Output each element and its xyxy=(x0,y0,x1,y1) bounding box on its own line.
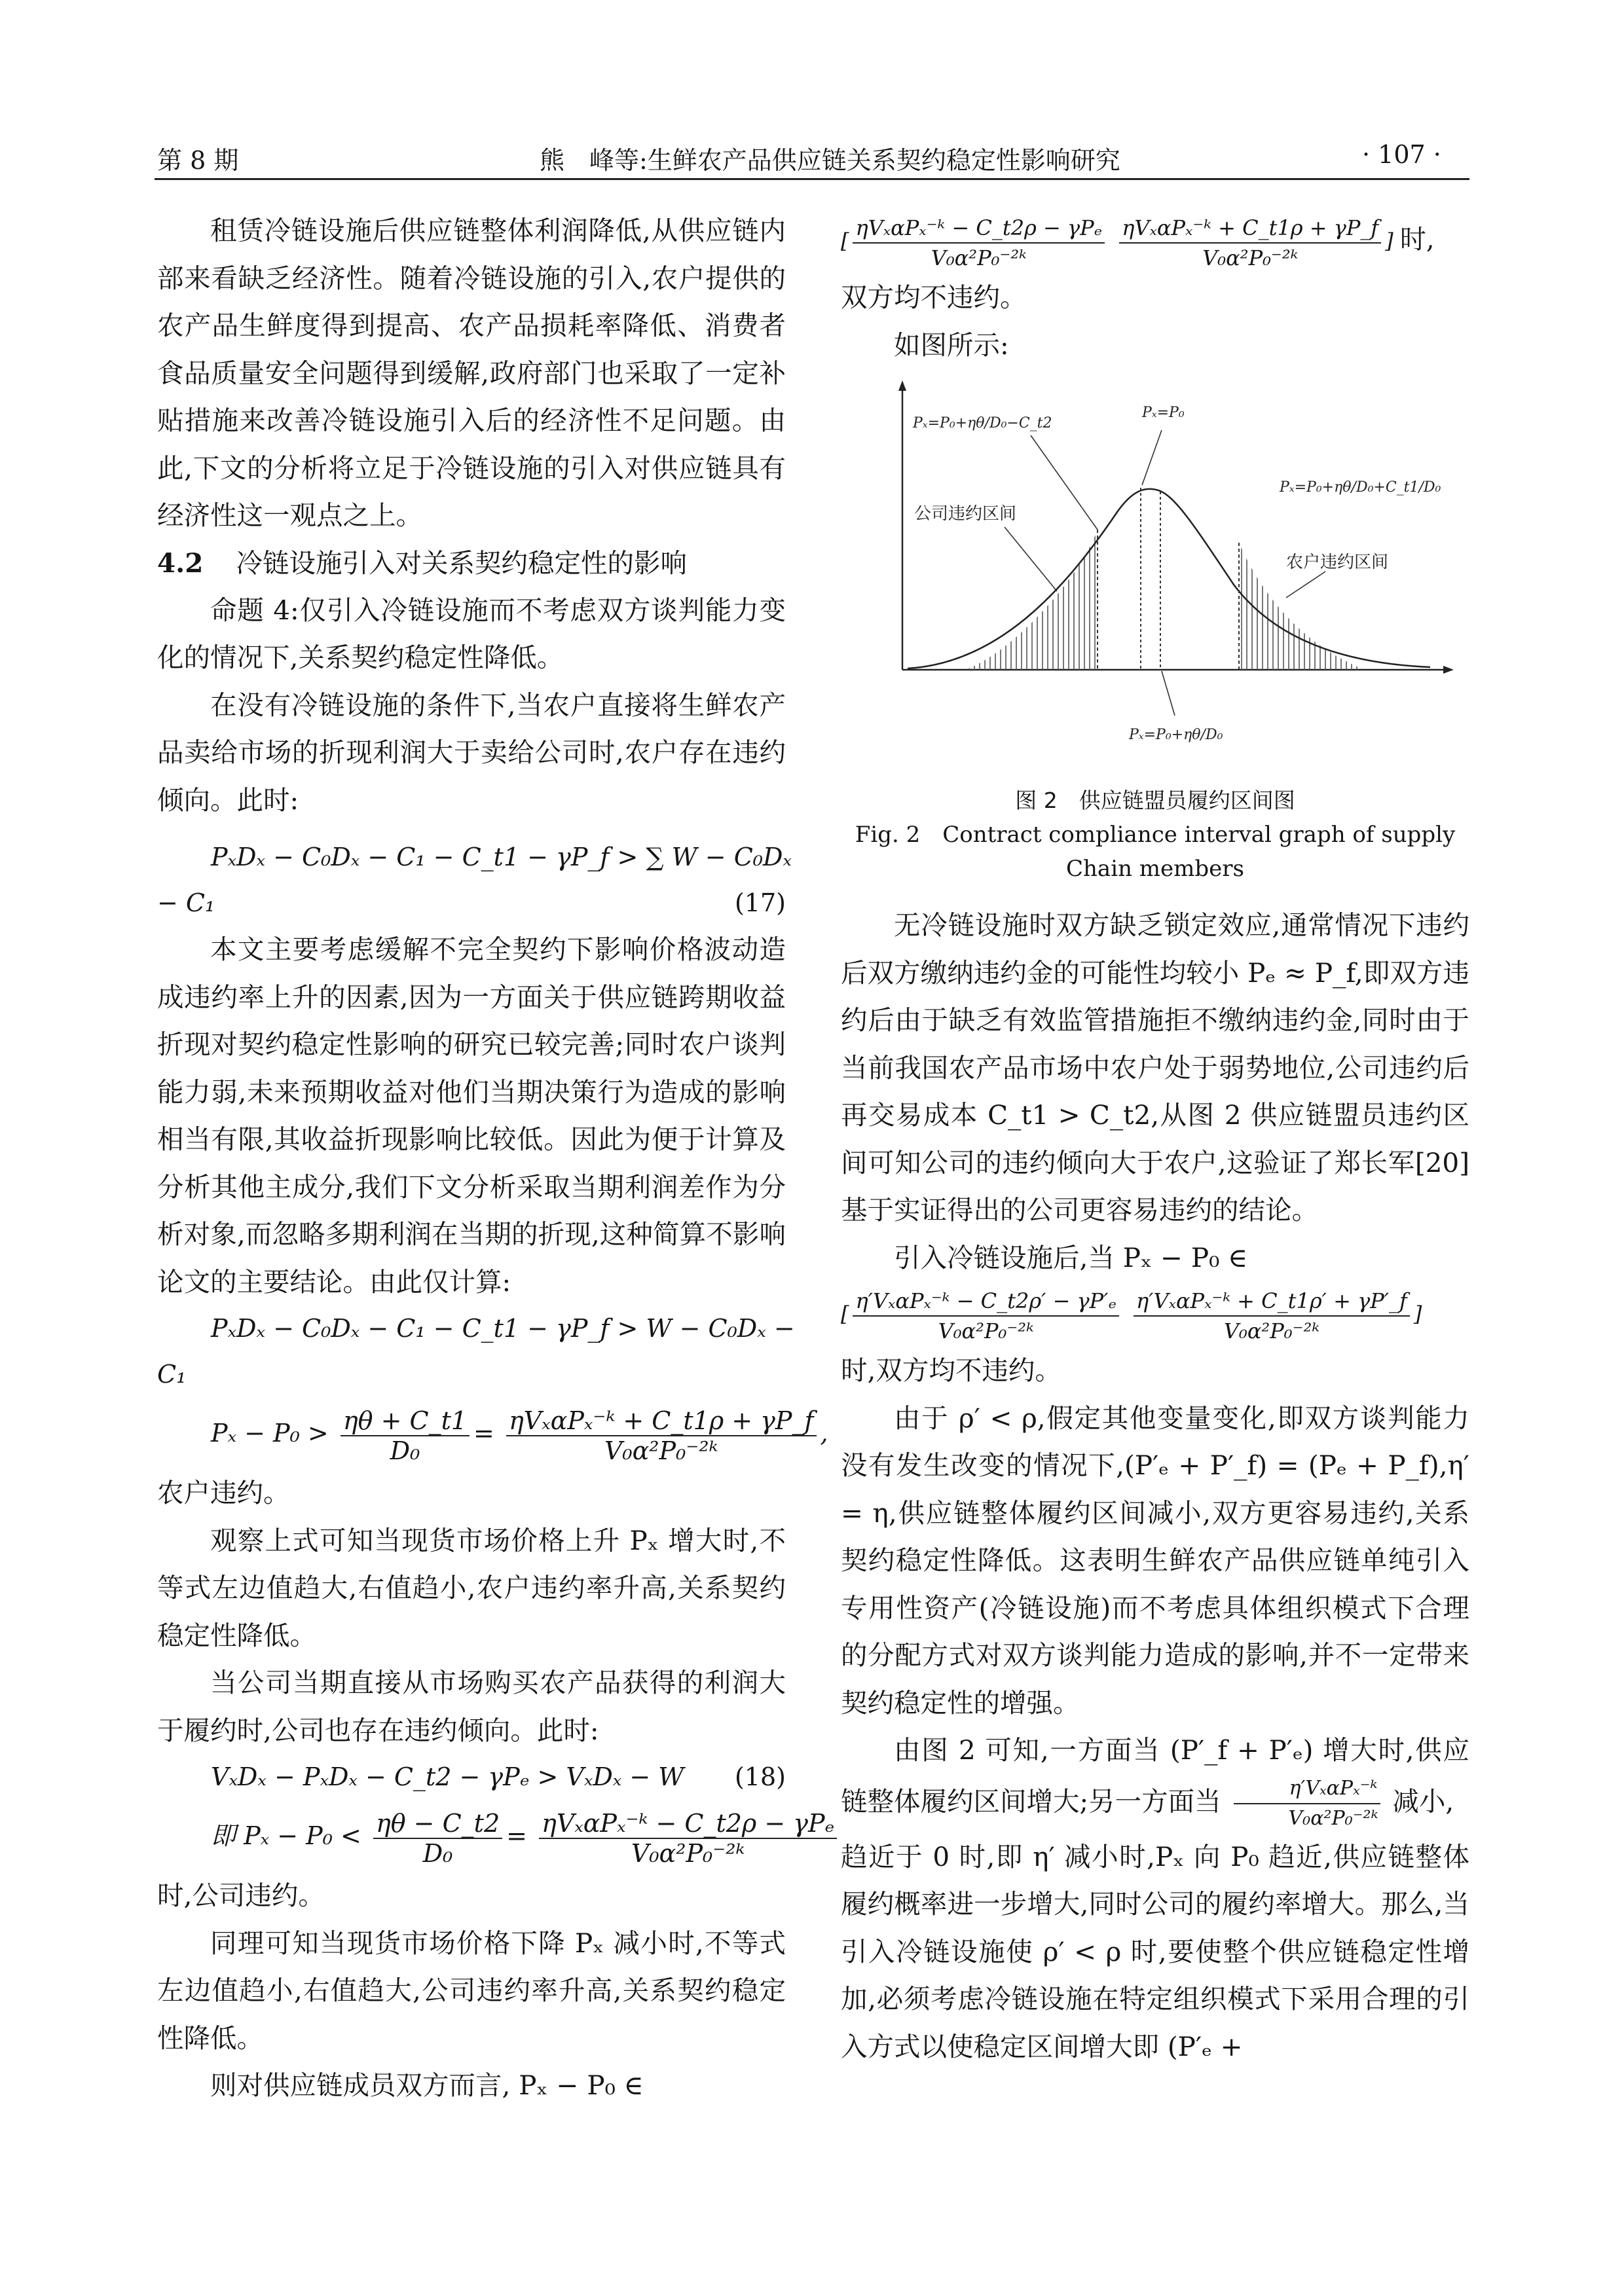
frac-numerator: ηVₓαPₓ⁻ᵏ − C_t2ρ − γPₑ xyxy=(539,1809,837,1839)
interval-2-upper xyxy=(1134,1286,1410,1345)
equation-c-lhs: Pₓ − P₀ > xyxy=(211,1419,329,1448)
label-company-default: 公司违约区间 xyxy=(914,504,1017,524)
label-farmer-default: 农户违约区间 xyxy=(1286,553,1389,572)
equation-17-line-2 xyxy=(157,880,786,926)
pointer-company xyxy=(1005,527,1057,591)
frac-denominator: V₀α²P₀⁻²ᵏ xyxy=(631,1838,745,1868)
left-paragraph-4: 本文主要考虑缓解不完全契约下影响价格波动造成违约率上升的因素,因为一方面关于供应链跨期收益折现对契约稳定性影响的研究已较完善;同时农户谈判能力弱,未来预期收益对他们当期决策行为造成的影响相当有限,其收益折现影响比较低。因此为便于计算及分析其他主成分,我们下文分析采取当期利润差作为分析对象,而忽略多期利润在当期的折现,这种简算不影响论文的主要结论。由此仅计算: xyxy=(157,934,786,1298)
left-paragraph-7: 当公司当期直接从市场购买农产品获得的利润大于履约时,公司也存在违约倾向。此时: xyxy=(157,1667,786,1746)
right-paragraph-8: 趋近于 0 时,即 η′ 减小时,Pₓ 向 P₀ 趋近,供应链整体履约概率进一步增大,同时公司的履约率增大。那么,当引入冷链设施使 ρ′ < ρ 时,要使整个供应链稳定性增加,必须考虑冷链设施在特定组织模式下采用合理的引入方式以使稳定区间增大即 (P′ₑ + xyxy=(841,1840,1469,2062)
right-paragraph-7 xyxy=(841,1726,1469,1833)
equation-b-line-1: PₓDₓ − C₀Dₓ − C₁ − C_t1 − γP_f > W − C₀Dₓ − xyxy=(211,1314,795,1343)
x-axis-arrow xyxy=(1443,666,1454,674)
left-paragraph-1: 租赁冷链设施后供应链整体利润降低,从供应链内部来看缺乏经济性。随着冷链设施的引入,农户提供的农产品生鲜度得到提高、农产品损耗率降低、消费者食品质量安全问题得到缓解,政府部门也采取了一定补贴措施来改善冷链设施引入后的经济性不足问题。由此,下文的分析将立足于冷链设施的引入对供应链具有经济性这一观点之上。 xyxy=(157,215,786,531)
header-issue: 第 8 期 xyxy=(157,146,239,175)
equation-17-line-1: PₓDₓ − C₀Dₓ − C₁ − C_t1 − γP_f > ∑ W − C₀Dₓ xyxy=(211,843,792,871)
section-title: 冷链设施引入对关系契约稳定性的影响 xyxy=(236,547,687,579)
equation-d-fraction-2 xyxy=(539,1809,837,1868)
proposition-4: 命题 4:仅引入冷链设施而不考虑双方谈判能力变化的情况下,关系契约稳定性降低。 xyxy=(157,594,786,673)
equation-d-fraction-1 xyxy=(373,1809,502,1868)
interval-1: [ $\frac{\text{ηVₓαPₓ⁻ᵏ − C\_t2ρ − γPₑ}}{\text{V₀α²P₀⁻²ᵏ}}$ $\frac{\text{ηVₓαPₓ⁻ᵏ + C\_t1ρ + γP\_f}}{\text{V₀α²P₀⁻²ᵏ}}$ ] 时, xyxy=(841,207,1469,274)
pointer-farmer xyxy=(1286,572,1325,598)
frac-denominator: V₀α²P₀⁻²ᵏ xyxy=(931,245,1027,270)
frac-denominator: V₀α²P₀⁻²ᵏ xyxy=(1288,1806,1378,1830)
interval-1-lower xyxy=(853,213,1105,272)
equation-c: Pₓ − P₀ > $\frac{\eta\theta + C\_t1}{\text{D₀}}$ = $\frac{\text{ηVₓαPₓ⁻ᵏ + C\_t1ρ + γP\_f}}{\text{V₀α²P₀⁻²ᵏ}}$ , xyxy=(211,1406,828,1465)
equation-18 xyxy=(157,1754,786,1800)
right-paragraph-5: 时,双方均不违约。 xyxy=(841,1355,1061,1386)
equation-17-number: (17) xyxy=(734,888,786,917)
figure-caption-cn: 图 2 供应链盟员履约区间图 xyxy=(1015,788,1295,813)
label-left-boundary: Pₓ=P₀+ηθ/D₀−C_t2 xyxy=(913,415,1052,431)
interval-1-upper xyxy=(1119,213,1381,272)
left-paragraph-8: 时,公司违约。 xyxy=(157,1880,325,1911)
equation-c-fraction-1 xyxy=(341,1406,470,1465)
section-number: 4.2 xyxy=(157,547,204,579)
frac-denominator: V₀α²P₀⁻²ᵏ xyxy=(1223,1318,1320,1343)
equation-d-lhs: 即 Pₓ − P₀ < xyxy=(211,1821,361,1850)
right-paragraph-2: 如图所示: xyxy=(894,329,1009,361)
frac-numerator: ηθ − C_t2 xyxy=(373,1809,502,1839)
header-page: · 107 · xyxy=(1362,140,1441,169)
header-title: 熊 峰等:生鲜农产品供应链关系契约稳定性影响研究 xyxy=(540,146,1120,175)
interval-2-lower xyxy=(853,1286,1118,1345)
label-right-boundary: Pₓ=P₀+ηθ/D₀+C_t1/D₀ xyxy=(1280,479,1441,496)
equation-b-line-2: C₁ xyxy=(157,1360,187,1389)
figure-caption-en-line-2: Chain members xyxy=(1066,856,1244,882)
right-paragraph-7-tail: 减小, xyxy=(1392,1785,1454,1817)
pointer-top-left xyxy=(1031,435,1098,530)
interval-2: [ $\frac{\text{η′VₓαPₓ⁻ᵏ − C\_t2ρ′ − γP′ₑ}}{\text{V₀α²P₀⁻²ᵏ}}$ $\frac{\text{η′VₓαPₓ⁻ᵏ + C\_t1ρ′ + γP′\_f}}{\text{V₀α²P₀⁻²ᵏ}}$ ] xyxy=(841,1281,1469,1347)
left-paragraph-9: 同理可知当现货市场价格下降 Pₓ 减小时,不等式左边值趋小,右值趋大,公司违约率升高,关系契约稳定性降低。 xyxy=(157,1927,786,2054)
label-bottom: Pₓ=P₀+ηθ/D₀ xyxy=(1129,727,1223,743)
frac-numerator: η′VₓαPₓ⁻ᵏ xyxy=(1234,1774,1380,1804)
frac-denominator: D₀ xyxy=(422,1838,453,1868)
right-paragraph-6: 由于 ρ′ < ρ,假定其他变量变化,即双方谈判能力没有发生改变的情况下,(P′ₑ + P′_f) = (Pₑ + P_f),η′ = η,供应链整体履约区间减小,双方更容易违约,关系契约稳定性降低。这表明生鲜农产品供应链单纯引入专用性资产(冷链设施)而不考虑具体组织模式下合理的分配方式对双方谈判能力造成的影响,并不一定带来契约稳定性的增强。 xyxy=(841,1402,1469,1719)
right-paragraph-3: 无冷链设施时双方缺乏锁定效应,通常情况下违约后双方缴纳违约金的可能性均较小 Pₑ ≈ P_f,即双方违约后由于缺乏有效监管措施拒不缴纳违约金,同时由于当前我国农产品市场中农户处于弱势地位,公司违约后再交易成本 C_t1 > C_t2,从图 2 供应链盟员违约区间可知公司的违约倾向大于农户,这验证了郑长军[20]基于实证得出的公司更容易违约的结论。 xyxy=(841,909,1469,1226)
left-paragraph-6: 观察上式可知当现货市场价格上升 Pₓ 增大时,不等式左边值趋大,右值趋小,农户违约率升高,关系契约稳定性降低。 xyxy=(157,1524,786,1651)
label-center: Pₓ=P₀ xyxy=(1142,405,1185,421)
left-paragraph-10: 则对供应链成员双方而言, Pₓ − P₀ ∈ xyxy=(210,2069,644,2101)
interval-1-tail: 时, xyxy=(1399,225,1435,255)
equation-d: 即 Pₓ − P₀ < $\frac{\eta\theta - C\_t2}{\text{D₀}}$ = $\frac{\text{ηVₓαPₓ⁻ᵏ − C\_t2ρ − γPₑ}}{\text{V₀α²P₀⁻²ᵏ}}$ xyxy=(157,1800,786,1872)
frac-numerator: η′VₓαPₓ⁻ᵏ + C_t1ρ′ + γP′_f xyxy=(1134,1286,1410,1317)
frac-denominator: V₀α²P₀⁻²ᵏ xyxy=(938,1318,1034,1343)
equation-c-fraction-2 xyxy=(506,1406,817,1465)
left-column xyxy=(157,207,835,2109)
equation-18-body: VₓDₓ − PₓDₓ − C_t2 − γPₑ > VₓDₓ − W xyxy=(211,1762,684,1791)
header-rule xyxy=(155,178,1469,180)
pointer-bottom xyxy=(1162,671,1175,716)
y-axis-arrow xyxy=(898,380,906,391)
equation-18-number: (18) xyxy=(734,1762,786,1791)
frac-denominator: D₀ xyxy=(390,1436,420,1465)
frac-denominator: V₀α²P₀⁻²ᵏ xyxy=(604,1436,718,1465)
frac-numerator: ηVₓαPₓ⁻ᵏ + C_t1ρ + γP_f xyxy=(1119,213,1381,244)
equation-17-tail: − C₁ xyxy=(157,888,215,917)
contract-interval-figure xyxy=(867,375,1456,768)
right-paragraph-1: 双方均不违约。 xyxy=(841,282,1027,313)
pointer-top xyxy=(1142,430,1162,485)
frac-numerator: ηθ + C_t1 xyxy=(341,1406,470,1436)
figure-caption-en-line-1: Fig. 2 Contract compliance interval graph of supply xyxy=(855,822,1456,848)
section-heading xyxy=(157,539,786,587)
right-paragraph-4: 引入冷链设施后,当 Pₓ − P₀ ∈ xyxy=(894,1241,1248,1273)
right-paragraph-7-text: 由图 2 可知,一方面当 (P′_f + P′ₑ) 增大时,供应链整体履约区间增大;另一方面当 xyxy=(841,1734,1469,1817)
left-paragraph-3: 在没有冷链设施的条件下,当农户直接将生鲜农产品卖给市场的折现利润大于卖给公司时,农户存在违约倾向。此时: xyxy=(157,689,786,816)
left-paragraph-5: 农户违约。 xyxy=(157,1477,290,1508)
right-column xyxy=(841,207,1469,2070)
frac-numerator: ηVₓαPₓ⁻ᵏ − C_t2ρ − γPₑ xyxy=(853,213,1105,244)
company-default-region xyxy=(965,530,1098,670)
inline-fraction xyxy=(1234,1774,1380,1833)
frac-numerator: ηVₓαPₓ⁻ᵏ + C_t1ρ + γP_f xyxy=(506,1406,817,1436)
frac-numerator: η′VₓαPₓ⁻ᵏ − C_t2ρ′ − γP′ₑ xyxy=(853,1286,1118,1317)
frac-denominator: V₀α²P₀⁻²ᵏ xyxy=(1202,245,1299,270)
